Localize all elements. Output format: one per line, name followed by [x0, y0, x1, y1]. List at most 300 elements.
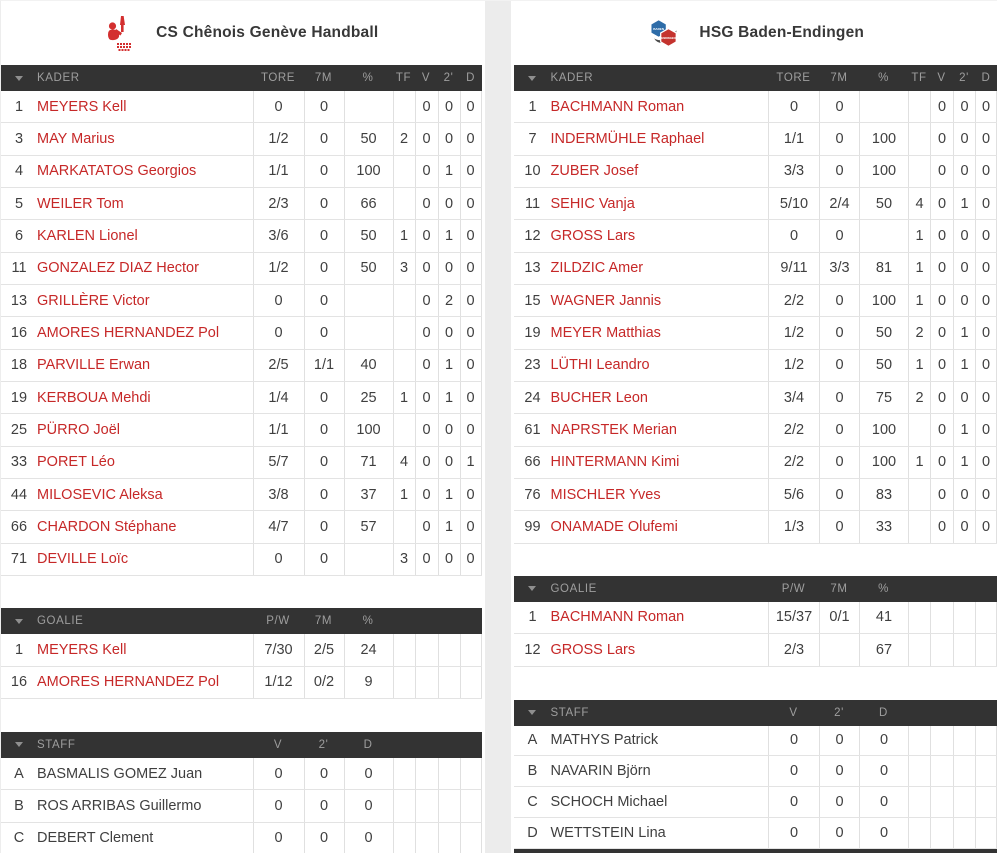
stat-cell: [393, 156, 415, 187]
stat-cell: 0: [930, 285, 953, 316]
stat-cell: 2/5: [304, 634, 344, 665]
player-name-link[interactable]: MAY Marius: [37, 131, 115, 148]
stat-cell: 1: [438, 511, 460, 542]
stat-cell: 1: [438, 479, 460, 510]
kader-row: [514, 414, 997, 446]
player-name-link[interactable]: LÜTHI Leandro: [550, 357, 650, 374]
stat-cell: 0: [953, 382, 975, 413]
jersey-number: 13: [524, 260, 541, 277]
stat-cell: [908, 156, 930, 187]
stat-cell: [908, 91, 930, 122]
stat-cell: 0: [304, 123, 344, 154]
kader-section-away: [514, 65, 997, 544]
kader-row: [1, 91, 482, 123]
player-name-link[interactable]: BACHMANN Roman: [550, 609, 685, 626]
player-name-link[interactable]: MEYERS Kell: [37, 98, 127, 115]
stat-cell: 0: [304, 790, 344, 821]
staff-row: [1, 790, 482, 822]
stat-cell: [930, 602, 953, 633]
stat-cell: 0: [819, 818, 859, 848]
stat-cell: 0: [819, 91, 859, 122]
kader-row: [1, 414, 482, 446]
player-name-link[interactable]: DEVILLE Loïc: [37, 551, 129, 568]
stat-cell: 1/3: [768, 511, 819, 542]
stat-cell: 4: [393, 447, 415, 478]
next-section-header-cutoff: [514, 849, 997, 853]
column-header: [393, 732, 415, 758]
stat-cell: 1: [953, 414, 975, 445]
stat-cell: 0: [819, 511, 859, 542]
stat-cell: 1/2: [253, 253, 304, 284]
stat-cell: [393, 667, 415, 698]
stat-cell: [415, 823, 438, 853]
collapse-triangle-icon[interactable]: [1, 608, 37, 634]
stat-cell: 0: [253, 285, 304, 316]
stat-cell: 1: [953, 350, 975, 381]
stat-cell: 0: [930, 220, 953, 251]
player-name-link[interactable]: PÜRRO Joël: [37, 422, 120, 439]
stat-cell: 0: [975, 91, 997, 122]
staff-row: [514, 756, 997, 787]
column-header: TORE: [260, 72, 296, 84]
stat-cell: 0: [819, 726, 859, 756]
stat-cell: 0: [975, 285, 997, 316]
collapse-triangle-icon[interactable]: [1, 732, 37, 758]
player-name-link[interactable]: MARKATATOS Georgios: [37, 163, 197, 180]
stat-cell: [415, 758, 438, 789]
staff-section-header: [514, 700, 997, 726]
stat-cell: [393, 511, 415, 542]
jersey-number: 1: [528, 609, 537, 626]
stat-cell: 5/7: [253, 447, 304, 478]
stat-cell: 1/2: [253, 123, 304, 154]
player-name-link[interactable]: ZILDZIC Amer: [550, 260, 644, 277]
column-header: [953, 700, 975, 726]
player-name-link[interactable]: MEYER Matthias: [550, 325, 661, 342]
stat-cell: 0: [930, 253, 953, 284]
team-panel-away: [514, 1, 997, 853]
stat-cell: 50: [344, 253, 393, 284]
kader-row: [514, 511, 997, 543]
stat-cell: 2: [393, 123, 415, 154]
stat-cell: [908, 756, 930, 786]
player-name-link[interactable]: WEILER Tom: [37, 195, 124, 212]
stat-cell: 1: [393, 479, 415, 510]
stat-cell: 0: [930, 156, 953, 187]
stat-cell: 0: [953, 123, 975, 154]
stat-cell: 0: [460, 188, 482, 219]
jersey-number: 3: [14, 131, 24, 148]
staff-letter: C: [13, 830, 25, 847]
player-name-link[interactable]: GROSS Lars: [550, 228, 636, 245]
goalie-row: [514, 634, 997, 666]
svg-text:ENDINGEN: ENDINGEN: [661, 36, 676, 40]
stat-cell: 100: [859, 156, 908, 187]
stat-cell: 0: [460, 285, 482, 316]
stat-cell: 100: [859, 285, 908, 316]
stat-cell: 50: [344, 220, 393, 251]
column-header: [975, 700, 997, 726]
stat-cell: 0: [304, 285, 344, 316]
stat-cell: 0: [930, 91, 953, 122]
kader-row: [1, 123, 482, 155]
stat-cell: 15/37: [768, 602, 819, 633]
player-name-link[interactable]: NAPRSTEK Merian: [550, 422, 677, 439]
staff-section-home: [1, 732, 482, 853]
stat-cell: 4: [908, 188, 930, 219]
stat-cell: [908, 414, 930, 445]
staff-name: DEBERT Clement: [37, 830, 154, 847]
stat-cell: 0: [819, 447, 859, 478]
player-name-link[interactable]: MISCHLER Yves: [550, 486, 661, 503]
stat-cell: 0: [415, 511, 438, 542]
kader-row: [514, 382, 997, 414]
stat-cell: [953, 818, 975, 848]
staff-letter: A: [527, 732, 538, 749]
stat-cell: [908, 818, 930, 848]
player-name-link[interactable]: GONZALEZ DIAZ Hector: [37, 260, 199, 277]
stat-cell: [344, 317, 393, 348]
stat-cell: 1: [438, 220, 460, 251]
stat-cell: [438, 790, 460, 821]
stat-cell: 9: [344, 667, 393, 698]
collapse-triangle-icon[interactable]: [514, 576, 550, 602]
stat-cell: 0: [253, 544, 304, 575]
stat-cell: 0: [438, 544, 460, 575]
stat-cell: 0: [304, 253, 344, 284]
stat-cell: 0: [819, 317, 859, 348]
stat-cell: 0: [975, 511, 997, 542]
jersey-number: 66: [10, 519, 28, 536]
kader-row: [1, 253, 482, 285]
stat-cell: 0: [859, 787, 908, 817]
stat-cell: 1: [393, 382, 415, 413]
column-header: 2': [318, 738, 329, 751]
player-name-link[interactable]: CHARDON Stéphane: [37, 519, 177, 536]
jersey-number: 6: [14, 228, 24, 245]
kader-section-home: [1, 65, 482, 576]
stat-cell: [953, 602, 975, 633]
stat-cell: [393, 188, 415, 219]
stat-cell: 2: [908, 317, 930, 348]
staff-row: [1, 758, 482, 790]
stat-cell: 0: [460, 511, 482, 542]
stat-cell: 1/12: [253, 667, 304, 698]
stat-cell: 0: [415, 188, 438, 219]
stat-cell: [930, 634, 953, 665]
stat-cell: 100: [859, 447, 908, 478]
stat-cell: 0: [819, 220, 859, 251]
player-name-link[interactable]: BUCHER Leon: [550, 389, 648, 406]
player-name-link[interactable]: BACHMANN Roman: [550, 98, 685, 115]
kader-row: [1, 317, 482, 349]
cs-chenois-logo-icon: [104, 14, 138, 52]
staff-row: [514, 818, 997, 849]
kader-row: [514, 220, 997, 252]
staff-row: [514, 787, 997, 818]
goalie-section-away: [514, 576, 997, 667]
collapse-triangle-icon[interactable]: [514, 65, 550, 91]
stat-cell: 0: [460, 350, 482, 381]
stat-cell: 0: [460, 156, 482, 187]
player-name-link[interactable]: SEHIC Vanja: [550, 195, 635, 212]
stat-cell: 0: [415, 414, 438, 445]
stat-cell: [460, 667, 482, 698]
stat-cell: [953, 634, 975, 665]
kader-row: [514, 285, 997, 317]
collapse-triangle-icon[interactable]: [514, 700, 550, 726]
column-header: [415, 732, 438, 758]
stat-cell: 2/4: [819, 188, 859, 219]
stat-cell: 0: [975, 382, 997, 413]
stat-cell: 0: [768, 787, 819, 817]
staff-name: MATHYS Patrick: [550, 732, 659, 749]
player-name-link[interactable]: KERBOUA Mehdi: [37, 389, 151, 406]
stat-cell: 2/2: [768, 414, 819, 445]
stat-cell: 24: [344, 634, 393, 665]
player-name-link[interactable]: PORET Léo: [37, 454, 115, 471]
stat-cell: 1/1: [253, 156, 304, 187]
stat-cell: 1/2: [768, 317, 819, 348]
stat-cell: 1/2: [768, 350, 819, 381]
stat-cell: [953, 756, 975, 786]
stat-cell: [975, 726, 997, 756]
player-name-link[interactable]: GRILLÈRE Victor: [37, 292, 150, 309]
staff-letter: B: [14, 797, 24, 814]
collapse-triangle-icon[interactable]: [1, 65, 37, 91]
jersey-number: 5: [14, 195, 24, 212]
stat-cell: [930, 818, 953, 848]
stat-cell: 0: [819, 382, 859, 413]
player-name-link[interactable]: MEYERS Kell: [37, 641, 127, 658]
player-name-link[interactable]: MILOSEVIC Aleksa: [37, 486, 163, 503]
column-header: [438, 608, 460, 634]
stat-cell: 1: [908, 350, 930, 381]
stat-cell: 0: [953, 156, 975, 187]
triangle-down-glyph: [15, 76, 23, 81]
stat-cell: 0: [438, 253, 460, 284]
stat-cell: 0: [930, 188, 953, 219]
team-panel-home: [1, 1, 482, 853]
column-header: [930, 700, 953, 726]
stat-cell: [393, 790, 415, 821]
jersey-number: 23: [524, 357, 541, 374]
triangle-down-glyph: [528, 710, 536, 715]
stat-cell: 0: [930, 382, 953, 413]
jersey-number: 1: [528, 98, 537, 115]
stat-cell: 0: [975, 156, 997, 187]
stat-cell: 0: [930, 414, 953, 445]
player-name-link[interactable]: ZUBER Josef: [550, 163, 639, 180]
stat-cell: 0: [819, 156, 859, 187]
stat-cell: 3/6: [253, 220, 304, 251]
stat-cell: 0: [460, 253, 482, 284]
goalie-section-label: GOALIE: [550, 582, 597, 595]
column-header: [460, 732, 482, 758]
stat-cell: 1: [460, 447, 482, 478]
stat-cell: 0: [768, 91, 819, 122]
stat-cell: 66: [344, 188, 393, 219]
jersey-number: 12: [524, 641, 541, 658]
stat-cell: 0/1: [819, 602, 859, 633]
stat-cell: 0: [304, 758, 344, 789]
kader-row: [1, 447, 482, 479]
stat-cell: 1: [438, 350, 460, 381]
stat-cell: 0: [438, 414, 460, 445]
stat-cell: 1/4: [253, 382, 304, 413]
stat-cell: 7/30: [253, 634, 304, 665]
stat-cell: 0: [304, 511, 344, 542]
column-header: D: [363, 738, 373, 751]
stat-cell: 1/1: [304, 350, 344, 381]
stat-cell: 25: [344, 382, 393, 413]
kader-row: [514, 156, 997, 188]
stat-cell: [953, 726, 975, 756]
player-name-link[interactable]: KARLEN Lionel: [37, 228, 138, 245]
jersey-number: 33: [10, 454, 28, 471]
stat-cell: 1: [393, 220, 415, 251]
column-header: P/W: [781, 582, 806, 595]
triangle-down-glyph: [15, 619, 23, 624]
stat-cell: [393, 285, 415, 316]
jersey-number: 25: [10, 422, 28, 439]
stat-cell: 2/3: [253, 188, 304, 219]
player-name-link[interactable]: GROSS Lars: [550, 641, 636, 658]
stat-cell: 0: [975, 350, 997, 381]
stat-cell: [438, 758, 460, 789]
stat-cell: 0: [304, 479, 344, 510]
column-header: [908, 700, 930, 726]
stat-cell: 0: [975, 253, 997, 284]
stat-cell: 0: [344, 790, 393, 821]
player-name-link[interactable]: AMORES HERNANDEZ Pol: [37, 325, 220, 342]
stat-cell: 0: [253, 790, 304, 821]
stat-cell: 2: [908, 382, 930, 413]
stat-cell: 0: [415, 447, 438, 478]
jersey-number: 15: [524, 292, 541, 309]
team-header-away: [514, 1, 997, 65]
stat-cell: 0: [304, 188, 344, 219]
stat-cell: [908, 511, 930, 542]
stat-cell: 57: [344, 511, 393, 542]
stat-cell: 100: [859, 414, 908, 445]
kader-row: [1, 544, 482, 576]
stat-cell: 0: [438, 188, 460, 219]
stat-cell: [415, 790, 438, 821]
stat-cell: 100: [344, 414, 393, 445]
staff-name: ROS ARRIBAS Guillermo: [37, 797, 202, 814]
stat-cell: 0: [819, 123, 859, 154]
stat-cell: [344, 285, 393, 316]
player-name-link[interactable]: HINTERMANN Kimi: [550, 454, 680, 471]
stat-cell: 0: [819, 756, 859, 786]
stat-cell: [953, 787, 975, 817]
staff-letter: C: [527, 793, 538, 810]
kader-row: [514, 91, 997, 123]
stat-cell: 1: [953, 188, 975, 219]
stat-cell: [908, 602, 930, 633]
column-header: TF: [395, 72, 412, 84]
panel-divider: [482, 1, 515, 853]
stat-cell: 0: [859, 818, 908, 848]
hsg-baden-endingen-logo-icon: [647, 14, 681, 52]
column-header: 7M: [314, 72, 333, 84]
column-header: D: [981, 72, 991, 84]
goalie-section-header: [1, 608, 482, 634]
kader-section-header: [1, 65, 482, 91]
stat-cell: [393, 91, 415, 122]
stat-cell: 1/1: [768, 123, 819, 154]
column-header: TORE: [776, 72, 811, 84]
stat-cell: [908, 726, 930, 756]
stat-cell: 0: [304, 382, 344, 413]
goalie-section-header: [514, 576, 997, 602]
column-header: [908, 576, 930, 602]
stat-cell: 0: [415, 91, 438, 122]
stat-cell: [438, 823, 460, 853]
player-name-link[interactable]: ONAMADE Olufemi: [550, 519, 678, 536]
stat-cell: 1: [953, 447, 975, 478]
triangle-down-glyph: [528, 76, 536, 81]
stat-cell: [415, 667, 438, 698]
goalie-row: [1, 667, 482, 699]
column-header: P/W: [266, 615, 290, 628]
column-header: %: [878, 72, 889, 84]
stat-cell: 0: [304, 317, 344, 348]
stat-cell: 0: [415, 317, 438, 348]
stat-cell: 41: [859, 602, 908, 633]
column-header: [460, 608, 482, 634]
stat-cell: 0: [415, 156, 438, 187]
column-header: 2': [834, 706, 844, 719]
stat-cell: 0: [304, 544, 344, 575]
column-header: [438, 732, 460, 758]
stat-cell: 0: [438, 317, 460, 348]
stat-cell: 1: [908, 253, 930, 284]
triangle-down-glyph: [528, 586, 536, 591]
column-header: 2': [443, 72, 454, 84]
stat-cell: 0: [859, 756, 908, 786]
jersey-number: 16: [10, 325, 28, 342]
staff-name: BASMALIS GOMEZ Juan: [37, 765, 203, 782]
stat-cell: [908, 123, 930, 154]
stat-cell: 0: [460, 479, 482, 510]
stat-cell: 81: [859, 253, 908, 284]
kader-row: [514, 350, 997, 382]
kader-row: [514, 447, 997, 479]
stat-cell: 0: [930, 350, 953, 381]
staff-letter: D: [527, 824, 538, 841]
stat-cell: 0: [768, 726, 819, 756]
column-header: [953, 576, 975, 602]
stat-cell: 0: [953, 285, 975, 316]
kader-row: [1, 382, 482, 414]
jersey-number: 1: [14, 641, 24, 658]
goalie-row: [514, 602, 997, 634]
stat-cell: 0: [930, 511, 953, 542]
player-name-link[interactable]: AMORES HERNANDEZ Pol: [37, 674, 220, 691]
stat-cell: [438, 634, 460, 665]
stat-cell: 0: [975, 447, 997, 478]
player-name-link[interactable]: WAGNER Jannis: [550, 292, 662, 309]
stat-cell: 0: [304, 823, 344, 853]
staff-row: [514, 726, 997, 757]
stat-cell: 100: [344, 156, 393, 187]
stat-cell: [460, 823, 482, 853]
stat-cell: 100: [859, 123, 908, 154]
player-name-link[interactable]: INDERMÜHLE Raphael: [550, 131, 705, 148]
player-name-link[interactable]: PARVILLE Erwan: [37, 357, 151, 374]
